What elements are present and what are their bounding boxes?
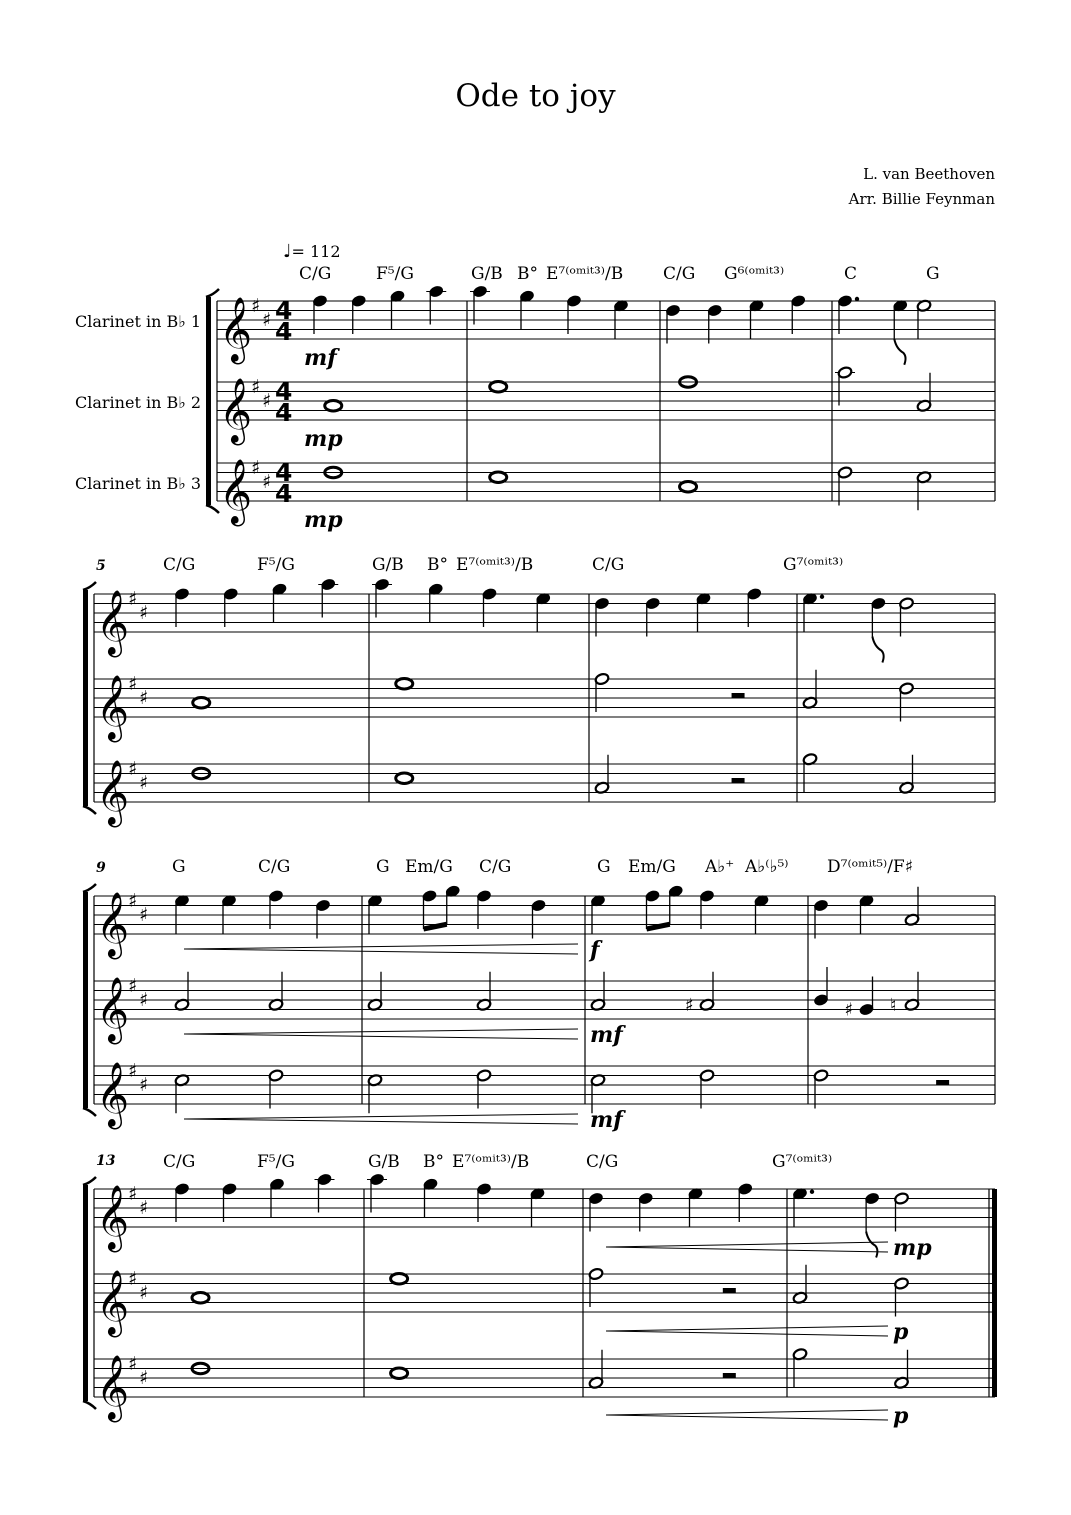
chord-symbol: G/B (372, 555, 404, 575)
chord-symbol: G (376, 857, 390, 877)
sharp-icon: ♯ (128, 1182, 138, 1205)
bracket-hook (206, 289, 219, 297)
sharp-icon: ♯ (139, 1074, 149, 1096)
flag (894, 339, 905, 365)
whole-note (391, 1274, 408, 1284)
system-3 (83, 884, 995, 1129)
chord-symbol: A♭⁺ (705, 857, 735, 877)
bracket (83, 892, 88, 1108)
crescendo-hairpin (606, 1410, 888, 1415)
sharp-icon: ♯ (128, 757, 138, 780)
time-signature-top: 4 (275, 296, 293, 325)
treble-clef-icon: 𝄞 (96, 590, 130, 655)
whole-note (391, 1368, 408, 1378)
sharp-icon: ♯ (844, 999, 854, 1021)
chord-symbol: C (844, 264, 858, 284)
half-rest (732, 778, 745, 783)
dynamic-marking: mf (590, 1022, 623, 1048)
sharp-icon: ♯ (139, 1282, 149, 1304)
sharp-icon: ♯ (139, 1197, 149, 1219)
half-rest (936, 1080, 949, 1085)
bracket-hook (83, 582, 96, 590)
instrument-name: Clarinet in B♭ 3 (75, 474, 202, 493)
chord-symbol: B° (423, 1152, 444, 1172)
dot (810, 1190, 814, 1194)
half-rest (732, 693, 745, 698)
sharp-icon: ♯ (139, 989, 149, 1011)
whole-note (680, 482, 697, 492)
dynamic-marking: mp (304, 426, 343, 452)
natural-icon: ♮ (890, 994, 897, 1016)
flag (866, 1232, 877, 1258)
treble-clef-icon: 𝄞 (219, 297, 253, 362)
sharp-icon: ♯ (262, 471, 272, 493)
sharp-icon: ♯ (128, 1267, 138, 1290)
treble-clef-icon: 𝄞 (219, 378, 253, 443)
treble-clef-icon: 𝄞 (96, 977, 130, 1042)
sharp-icon: ♯ (128, 587, 138, 610)
dynamic-marking: p (893, 1319, 909, 1345)
sharp-icon: ♯ (262, 390, 272, 412)
chord-symbol: C/G (479, 857, 512, 877)
crescendo-hairpin (184, 1114, 578, 1119)
whole-note (490, 472, 507, 482)
chord-symbol: C/G (663, 264, 696, 284)
treble-clef-icon: 𝄞 (96, 1270, 130, 1335)
dynamic-marking: mf (590, 1107, 623, 1133)
sharp-icon: ♯ (685, 994, 694, 1016)
dynamic-marking: mp (893, 1235, 932, 1261)
chord-symbol: G (926, 264, 940, 284)
measure-number: 5 (96, 558, 106, 574)
bracket-hook (206, 505, 219, 513)
chord-symbol: F⁵/G (257, 1152, 295, 1172)
instrument-name: Clarinet in B♭ 1 (75, 312, 202, 331)
system-2 (83, 578, 995, 827)
chord-symbol: G⁷⁽ᵒᵐⁱᵗ³⁾ (783, 555, 844, 575)
sharp-icon: ♯ (139, 687, 149, 709)
chord-symbol: Em/G (628, 857, 676, 877)
dynamic-marking: p (893, 1403, 909, 1429)
time-signature-top: 4 (275, 458, 293, 487)
bracket (83, 1185, 88, 1401)
time-signature-bottom: 4 (275, 317, 293, 346)
crescendo-hairpin (184, 1029, 578, 1034)
quarter-note-icon: ♩ (283, 241, 292, 262)
crescendo-hairpin (184, 949, 578, 954)
chord-symbol: G/B (368, 1152, 400, 1172)
sharp-icon: ♯ (139, 1367, 149, 1389)
treble-clef-icon: 𝄞 (96, 675, 130, 740)
chord-symbol: C/G (592, 555, 625, 575)
tempo-value: = 112 (291, 242, 341, 261)
crescendo-hairpin (184, 944, 578, 949)
sharp-icon: ♯ (139, 904, 149, 926)
half-rest (723, 1288, 736, 1293)
whole-note (490, 382, 507, 392)
chord-symbol: E⁷⁽ᵒᵐⁱᵗ³⁾/B (546, 264, 624, 284)
dot (820, 595, 824, 599)
chord-symbol: D⁷⁽ᵒᵐⁱᵗ⁵⁾/F♯ (827, 857, 913, 877)
time-signature-bottom: 4 (275, 398, 293, 427)
dynamic-marking: f (590, 937, 600, 963)
crescendo-hairpin (606, 1331, 888, 1336)
chord-symbol: C/G (258, 857, 291, 877)
half-rest (723, 1373, 736, 1378)
sharp-icon: ♯ (128, 672, 138, 695)
whole-note (193, 698, 210, 708)
chord-symbol: E⁷⁽ᵒᵐⁱᵗ³⁾/B (452, 1152, 530, 1172)
instrument-name: Clarinet in B♭ 2 (75, 393, 202, 412)
chord-symbol: B° (427, 555, 448, 575)
chord-symbol: A♭⁽♭⁵⁾ (745, 857, 789, 877)
whole-note (192, 1293, 209, 1303)
chord-symbol: C/G (163, 1152, 196, 1172)
bracket (83, 590, 88, 806)
chord-symbol: E⁷⁽ᵒᵐⁱᵗ³⁾/B (456, 555, 534, 575)
bracket-hook (83, 806, 96, 814)
chord-symbol: C/G (299, 264, 332, 284)
chord-symbol: G (597, 857, 611, 877)
crescendo-hairpin (606, 1415, 888, 1420)
bracket-hook (83, 884, 96, 892)
time-signature-bottom: 4 (275, 479, 293, 508)
bracket-hook (83, 1108, 96, 1116)
system-4 (83, 1173, 997, 1422)
chord-symbol: B° (517, 264, 538, 284)
treble-clef-icon: 𝄞 (96, 1062, 130, 1127)
chord-symbol: C/G (163, 555, 196, 575)
sharp-icon: ♯ (128, 889, 138, 912)
crescendo-hairpin (184, 1034, 578, 1039)
chord-symbol: G⁶⁽ᵒᵐⁱᵗ³⁾ (724, 264, 785, 284)
sharp-icon: ♯ (139, 602, 149, 624)
crescendo-hairpin (606, 1247, 888, 1252)
crescendo-hairpin (606, 1326, 888, 1331)
composer-credit: L. van Beethoven (863, 165, 995, 183)
chord-symbol: G/B (471, 264, 503, 284)
bracket-hook (83, 1401, 96, 1409)
sharp-icon: ♯ (251, 294, 261, 317)
system-1 (206, 285, 995, 526)
sharp-icon: ♯ (251, 456, 261, 479)
dot (855, 297, 859, 301)
score-title: Ode to joy (455, 78, 616, 114)
chord-symbol: Em/G (405, 857, 453, 877)
dynamic-marking: mp (304, 507, 343, 533)
sharp-icon: ♯ (139, 772, 149, 794)
measure-number: 13 (96, 1153, 116, 1169)
treble-clef-icon: 𝄞 (96, 760, 130, 825)
sharp-icon: ♯ (128, 974, 138, 997)
crescendo-hairpin (606, 1242, 888, 1247)
treble-clef-icon: 𝄞 (96, 892, 130, 957)
sharp-icon: ♯ (128, 1352, 138, 1375)
sharp-icon: ♯ (128, 1059, 138, 1082)
whole-note (396, 679, 413, 689)
sharp-icon: ♯ (262, 309, 272, 331)
whole-note (396, 773, 413, 783)
chord-symbol: F⁵/G (257, 555, 295, 575)
chord-symbol: C/G (586, 1152, 619, 1172)
whole-note (325, 401, 342, 411)
treble-clef-icon: 𝄞 (219, 459, 253, 524)
chord-symbol: G⁷⁽ᵒᵐⁱᵗ³⁾ (772, 1152, 833, 1172)
flag (872, 637, 883, 663)
arranger-credit: Arr. Billie Feynman (848, 190, 995, 208)
bracket (206, 297, 211, 505)
chord-symbol: G (172, 857, 186, 877)
crescendo-hairpin (184, 1119, 578, 1124)
bracket-hook (83, 1177, 96, 1185)
treble-clef-icon: 𝄞 (96, 1355, 130, 1420)
chord-symbol: F⁵/G (376, 264, 414, 284)
time-signature-top: 4 (275, 377, 293, 406)
treble-clef-icon: 𝄞 (96, 1185, 130, 1250)
dynamic-marking: mf (304, 345, 337, 371)
measure-number: 9 (96, 860, 106, 876)
sharp-icon: ♯ (251, 375, 261, 398)
final-barline-thick (992, 1189, 997, 1397)
